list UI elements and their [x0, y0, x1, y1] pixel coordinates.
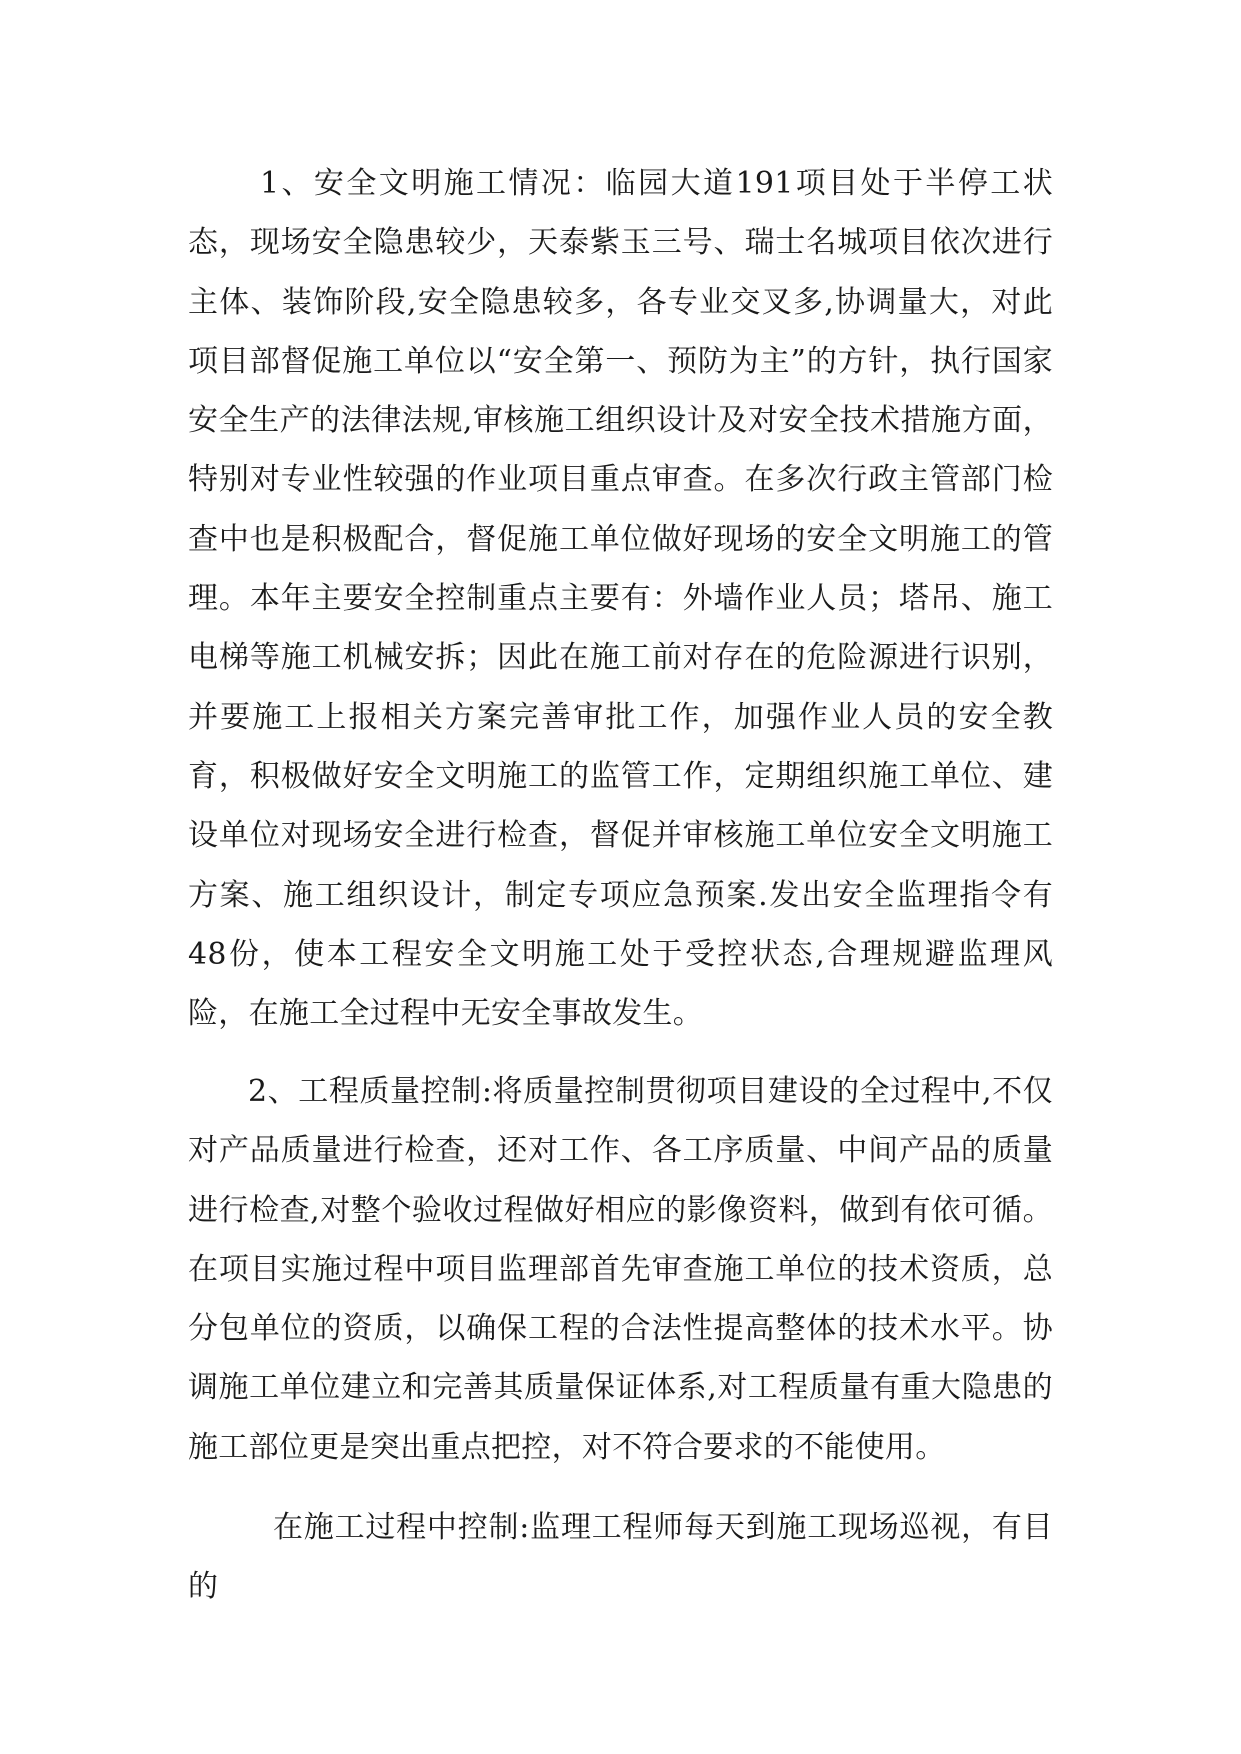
- paragraph-text: 1、安全文明施工情况：临园大道191项目处于半停工状态，现场安全隐患较少，天泰紫玉三号、瑞士名城项目依次进行主体、装饰阶段,安全隐患较多，各专业交叉多,协调量大，对此项目部督促施工单位以“安全第一、预防为主”的方针，执行国家安全生产的法律法规,审核施工组织设计及对安全技术措施方面，特别对专业性较强的作业项目重点审查。在多次行政主管部门检查中也是积极配合，督促施工单位做好现场的安全文明施工的管理。本年主要安全控制重点主要有：外墙作业人员；塔吊、施工电梯等施工机械安拆；因此在施工前对存在的危险源进行识别，并要施工上报相关方案完善审批工作，加强作业人员的安全教育，积极做好安全文明施工的监管工作，定期组织施工单位、建设单位对现场安全进行检查，督促并审核施工单位安全文明施工方案、施工组织设计，制定专项应急预案.发出安全监理指令有48份，使本工程安全文明施工处于受控状态,合理规避监理风险，在施工全过程中无安全事故发生。: [188, 166, 1053, 1032]
- paragraph-text: 在施工过程中控制:监理工程师每天到施工现场巡视，有目的: [188, 1510, 1053, 1605]
- paragraph-safety: [188, 154, 1053, 1043]
- paragraph-process-control: [188, 1498, 1053, 1617]
- paragraph-quality: [188, 1062, 1053, 1477]
- paragraph-text: 2、工程质量控制:将质量控制贯彻项目建设的全过程中,不仅对产品质量进行检查，还对工作、各工序质量、中间产品的质量进行检查,对整个验收过程做好相应的影像资料，做到有依可循。在项目实施过程中项目监理部首先审查施工单位的技术资质，总分包单位的资质，以确保工程的合法性提高整体的技术水平。协调施工单位建立和完善其质量保证体系,对工程质量有重大隐患的施工部位更是突出重点把控，对不符合要求的不能使用。: [188, 1074, 1053, 1465]
